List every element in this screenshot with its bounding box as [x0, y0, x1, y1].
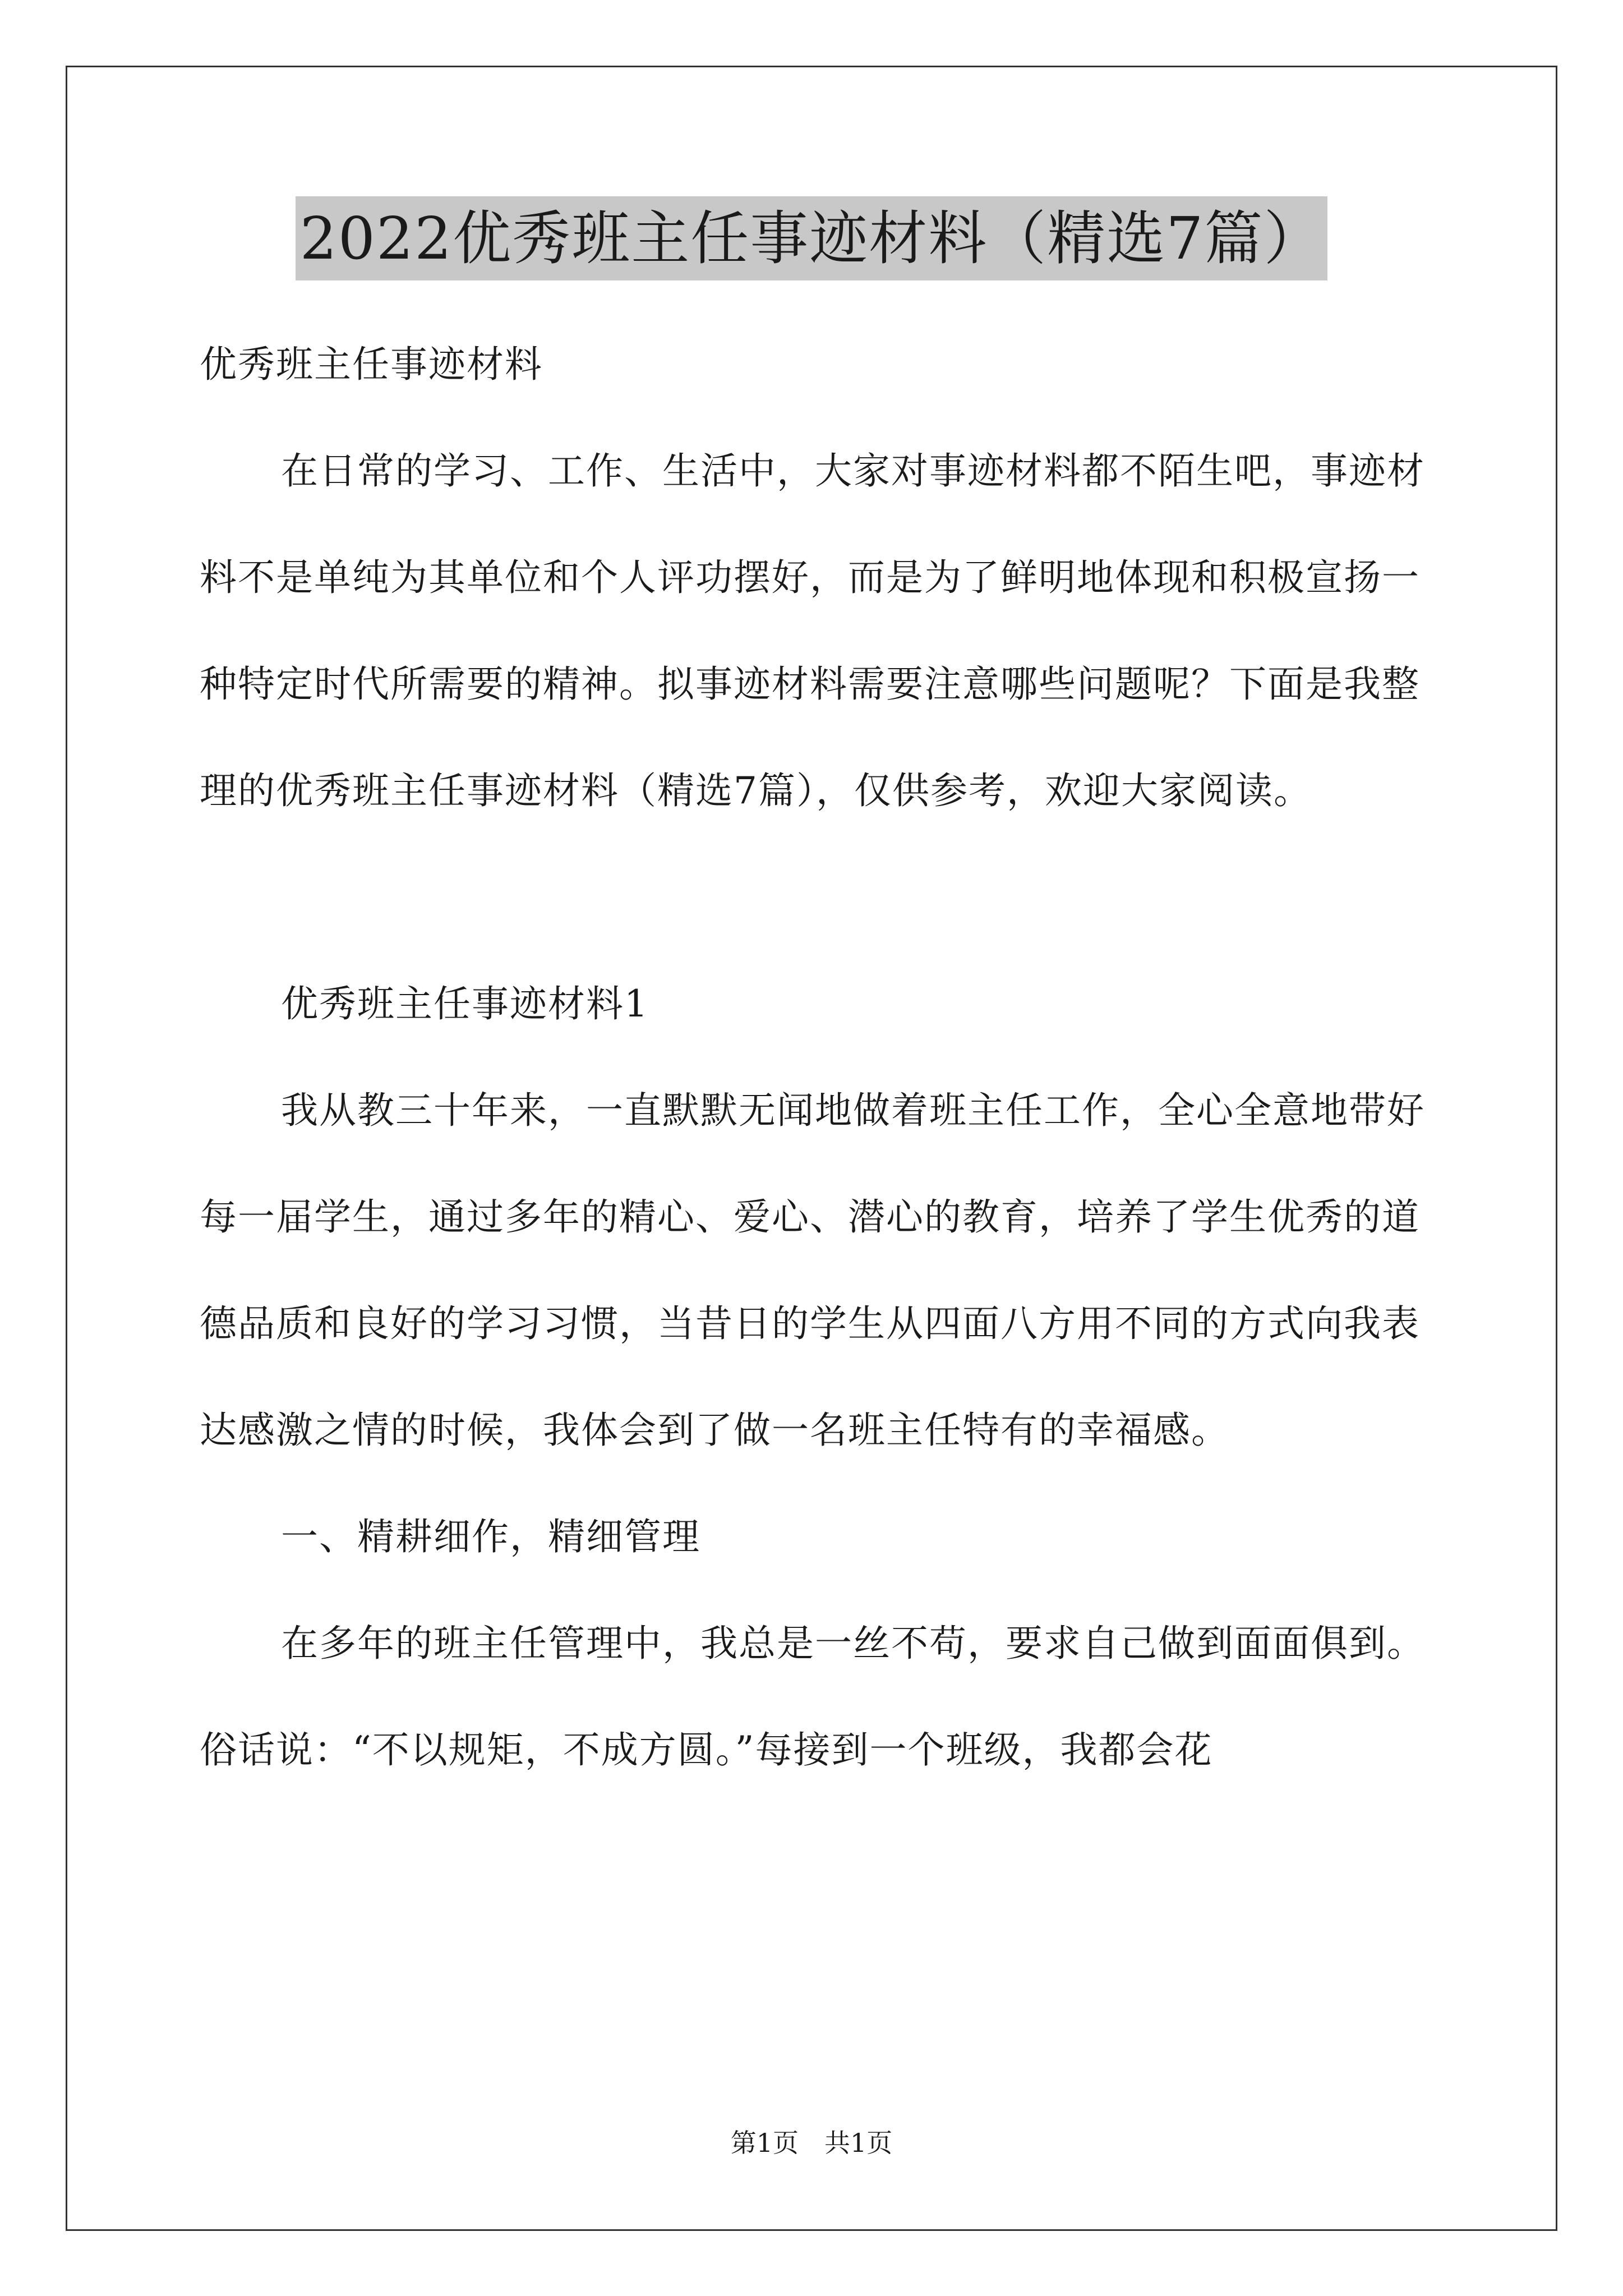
section-paragraph-1: 我从教三十年来，一直默默无闻地做着班主任工作，全心全意地带好每一届学生，通过多年的精心、爱心、潜心的教育，培养了学生优秀的道德品质和良好的学习习惯，当昔日的学生从四面八方用不同的方式向我表达感激之情的时候，我体会到了做一名班主任特有的幸福感。 — [200, 1089, 1425, 1452]
document-body — [200, 311, 1433, 1803]
intro-paragraph: 在日常的学习、工作、生活中，大家对事迹材料都不陌生吧，事迹材料不是单纯为其单位和个人评功摆好，而是为了鲜明地体现和积极宣扬一种特定时代所需要的精神。拟事迹材料需要注意哪些问题呢？下面是我整理的优秀班主任事迹材料（精选7篇），仅供参考，欢迎大家阅读。 — [200, 449, 1425, 812]
document-title: 2022优秀班主任事迹材料（精选7篇） — [296, 196, 1328, 280]
section-paragraph-2: 在多年的班主任管理中，我总是一丝不苟，要求自己做到面面俱到。俗话说：“不以规矩，不成方圆。”每接到一个班级，我都会花 — [200, 1622, 1425, 1772]
paragraph-spacer — [200, 844, 1433, 951]
document-subtitle: 优秀班主任事迹材料 — [200, 343, 543, 386]
title-container — [0, 196, 1623, 280]
section-heading: 优秀班主任事迹材料1 — [281, 982, 649, 1025]
page-footer: 第1页 共1页 — [730, 2128, 893, 2158]
sub-heading: 一、精耕细作，精细管理 — [281, 1515, 700, 1558]
